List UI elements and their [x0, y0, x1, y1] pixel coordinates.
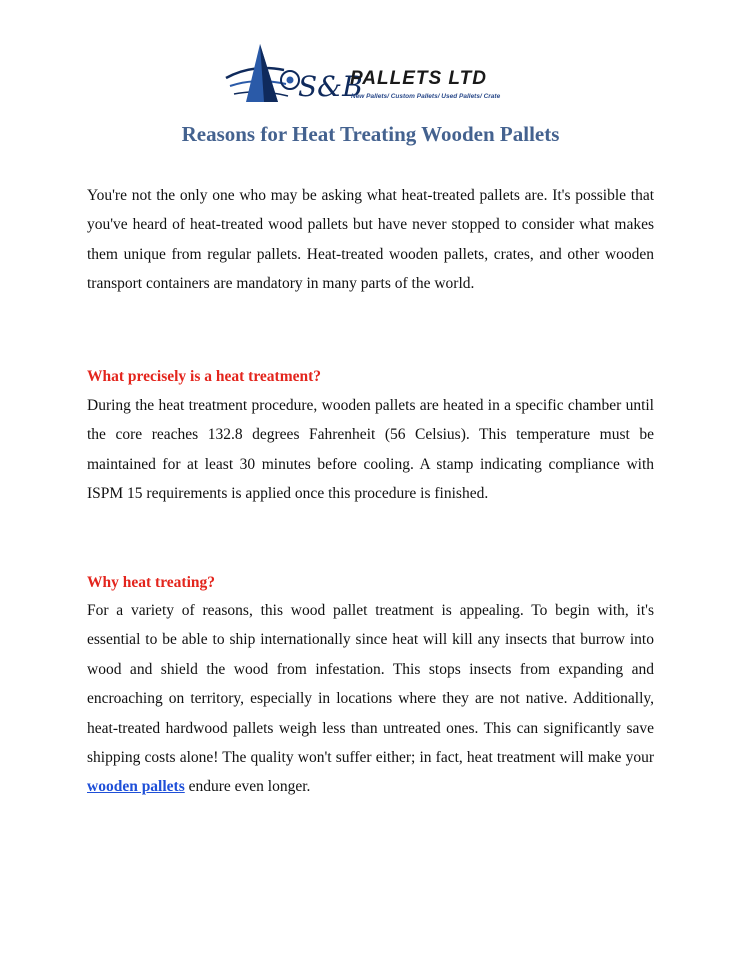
logo-brand-name: PALLETS LTD: [350, 68, 487, 89]
article-title: Reasons for Heat Treating Wooden Pallets: [181, 122, 560, 146]
logo-emblem: [224, 40, 363, 110]
logo-tagline: New Pallets/ Custom Pallets/ Used Pallets/ Crate: [351, 93, 501, 100]
section1-paragraph: During the heat treatment procedure, wooden pallets are heated in a specific chamber until the core reaches 132.8 degrees Fahrenheit (56 Celsius). This temperature must be maintained for at least 30 minutes before cooling. A stamp indicating compliance with ISPM 15 requirements is applied once this procedure is finished.: [87, 397, 654, 503]
company-logo: [224, 40, 524, 110]
section2-paragraph: [87, 596, 654, 802]
wooden-pallets-link[interactable]: wooden pallets: [87, 778, 185, 796]
section2-heading: Why heat treating?: [87, 574, 216, 591]
intro-paragraph: You're not the only one who may be asking what heat-treated pallets are. It's possible that you've heard of heat-treated wood pallets but have never stopped to consider what makes them unique from regular pallets. Heat-treated wooden pallets, crates, and other wooden transport containers are mandatory in many parts of the world.: [87, 187, 654, 293]
logo-initials: S&B: [298, 70, 363, 103]
section2-text-after-link: endure even longer.: [184, 778, 311, 796]
section1-heading: What precisely is a heat treatment?: [87, 368, 322, 385]
section2-text-before-link: For a variety of reasons, this wood pallet treatment is appealing. To begin with, it's essential to be able to ship internationally since heat will kill any insects that burrow into wood and shield the wood from infestation. This stops insects from expanding and encroaching on territory, especially in locations where they are not native. Additionally, heat-treated hardwood pallets weigh less than untreated ones. This can significantly save shipping costs alone! The quality won't suffer either; in fact, heat treatment will make your: [87, 602, 654, 767]
